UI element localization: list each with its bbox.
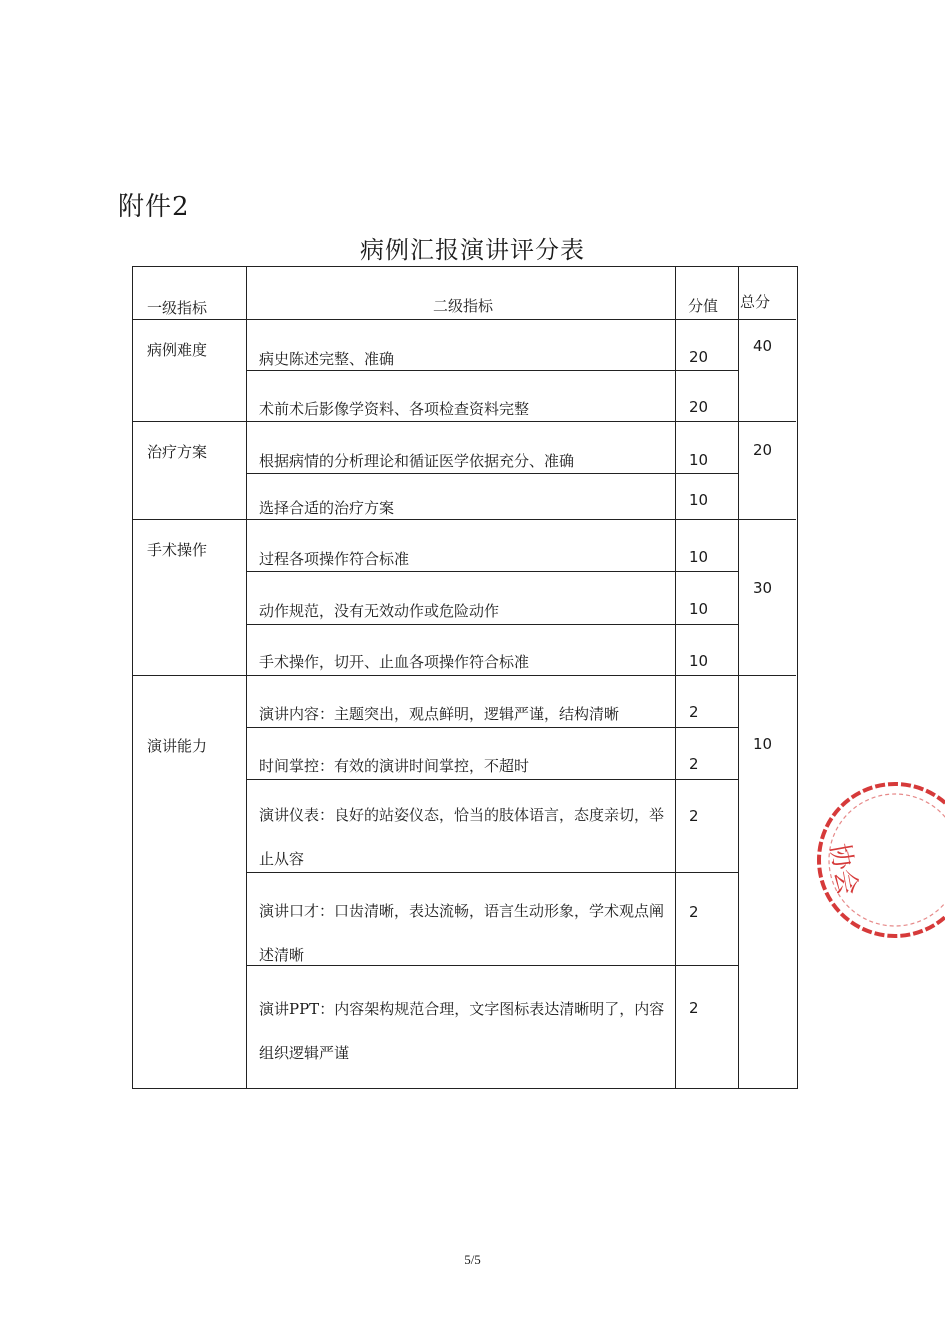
item-text: 动作规范，没有无效动作或危险动作 (259, 602, 500, 620)
item-text: 时间掌控：有效的演讲时间掌控，不超时 (259, 757, 530, 775)
item-score: 20 (689, 348, 709, 366)
item-score: 10 (689, 548, 709, 566)
section-name: 治疗方案 (147, 443, 208, 461)
official-seal (815, 780, 945, 940)
section-total: 30 (753, 579, 773, 597)
row-divider (246, 370, 739, 371)
section-name: 手术操作 (147, 541, 208, 559)
row-divider (246, 624, 739, 625)
item-text: 演讲PPT：内容架构规范合理，文字图标表达清晰明了，内容组织逻辑严谨 (259, 1000, 665, 1062)
row-divider (246, 473, 739, 474)
section-name: 病例难度 (147, 341, 208, 359)
item-text: 手术操作，切开、止血各项操作符合标准 (259, 653, 530, 671)
section-name: 演讲能力 (147, 737, 208, 755)
page-number: 5/5 (464, 1252, 481, 1267)
item-text: 术前术后影像学资料、各项检查资料完整 (259, 400, 530, 418)
row-divider (246, 571, 739, 572)
header-total: 总分 (740, 293, 771, 311)
item-score: 20 (689, 398, 709, 416)
item-score: 10 (689, 451, 709, 469)
row-divider (246, 779, 739, 780)
scoring-table (132, 266, 798, 1089)
section-divider-1 (133, 421, 796, 422)
section-divider-3 (133, 675, 796, 676)
item-text: 演讲仪表：良好的站姿仪态，恰当的肢体语言，态度亲切，举止从容 (259, 806, 665, 868)
attachment-label: 附件2 (118, 192, 190, 222)
section-total: 20 (753, 441, 773, 459)
item-text: 病史陈述完整、准确 (259, 350, 395, 368)
item-text: 演讲内容：主题突出，观点鲜明，逻辑严谨，结构清晰 (259, 705, 620, 723)
item-score: 2 (689, 903, 699, 921)
item-text: 过程各项操作符合标准 (259, 550, 410, 568)
item-score: 10 (689, 491, 709, 509)
item-score: 2 (689, 755, 699, 773)
item-text: 选择合适的治疗方案 (259, 499, 395, 517)
item-text: 演讲口才：口齿清晰，表达流畅，语言生动形象，学术观点阐述清晰 (259, 902, 665, 964)
seal-text: 协会 (823, 841, 863, 898)
page-title: 病例汇报演讲评分表 (360, 236, 585, 264)
header-score: 分值 (688, 297, 719, 315)
item-score: 10 (689, 600, 709, 618)
header-level2: 二级指标 (433, 297, 494, 315)
row-divider (246, 727, 739, 728)
item-score: 10 (689, 652, 709, 670)
item-score: 2 (689, 807, 699, 825)
item-score: 2 (689, 703, 699, 721)
header-level1: 一级指标 (147, 299, 208, 317)
section-total: 10 (753, 735, 773, 753)
section-divider-2 (133, 519, 796, 520)
header-divider (133, 319, 796, 320)
item-score: 2 (689, 999, 699, 1017)
section-total: 40 (753, 337, 773, 355)
item-text: 根据病情的分析理论和循证医学依据充分、准确 (259, 452, 575, 470)
